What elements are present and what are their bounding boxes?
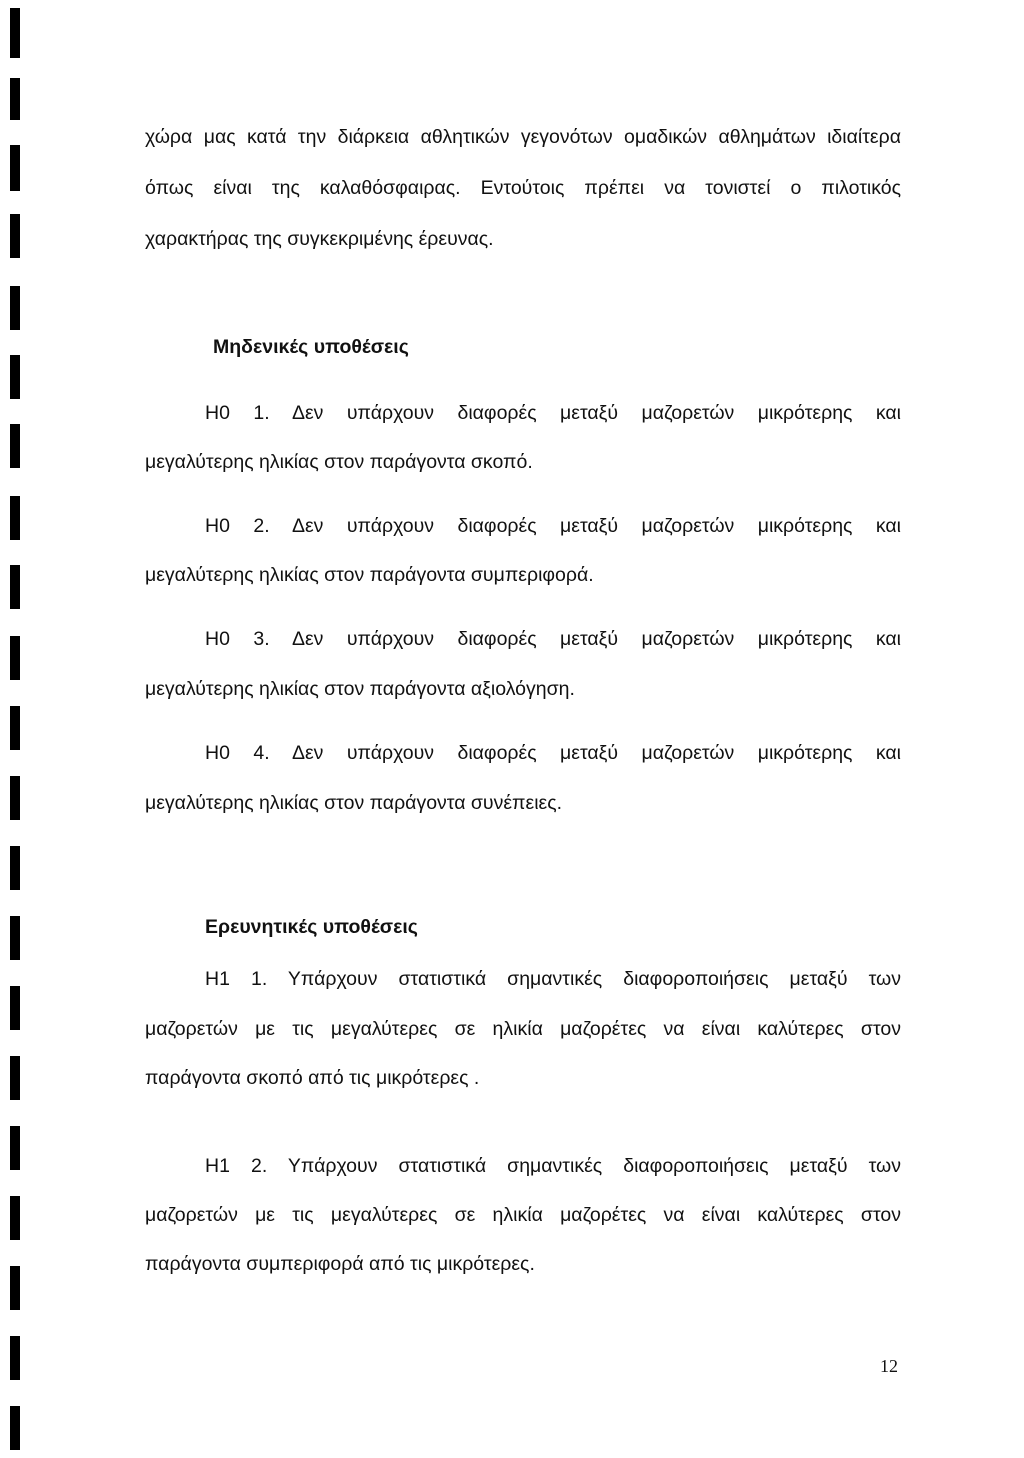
binding-mark (10, 145, 20, 191)
page-number: 12 (880, 1356, 898, 1376)
binding-mark (10, 214, 20, 258)
binding-mark (10, 1056, 20, 1100)
body-text-line: χαρακτήρας της συγκεκριμένης έρευνας. (145, 228, 494, 250)
hypothesis-h0-1-line: Η0 1. Δεν υπάρχουν διαφορές μεταξύ μαζορετών μικρότερης και (205, 402, 901, 424)
binding-mark (10, 916, 20, 960)
binding-mark (10, 565, 20, 609)
binding-mark (10, 1126, 20, 1170)
binding-mark (10, 846, 20, 890)
binding-mark (10, 986, 20, 1030)
binding-mark (10, 776, 20, 820)
body-text-line: χώρα μας κατά την διάρκεια αθλητικών γεγονότων ομαδικών αθλημάτων ιδιαίτερα (145, 126, 901, 148)
binding-mark (10, 496, 20, 540)
hypothesis-h0-3-line: μεγαλύτερης ηλικίας στον παράγοντα αξιολόγηση. (145, 678, 575, 700)
hypothesis-h0-2-line: μεγαλύτερης ηλικίας στον παράγοντα συμπεριφορά. (145, 564, 594, 586)
binding-mark (10, 424, 20, 468)
hypothesis-h1-2-line: μαζορετών με τις μεγαλύτερες σε ηλικία μαζορέτες να είναι καλύτερες στον (145, 1204, 901, 1226)
hypothesis-h0-1-line: μεγαλύτερης ηλικίας στον παράγοντα σκοπό. (145, 451, 533, 473)
section-heading-null-hypotheses: Μηδενικές υποθέσεις (213, 336, 409, 358)
hypothesis-h0-4-line: μεγαλύτερης ηλικίας στον παράγοντα συνέπειες. (145, 792, 563, 814)
body-text-line: όπως είναι της καλαθόσφαιρας. Εντούτοις πρέπει να τονιστεί ο πιλοτικός (145, 177, 901, 199)
hypothesis-h0-3-line: Η0 3. Δεν υπάρχουν διαφορές μεταξύ μαζορετών μικρότερης και (205, 628, 901, 650)
binding-mark (10, 1406, 20, 1450)
section-heading-research-hypotheses: Ερευνητικές υποθέσεις (205, 916, 418, 938)
hypothesis-h1-1-line: μαζορετών με τις μεγαλύτερες σε ηλικία μαζορέτες να είναι καλύτερες στον (145, 1018, 901, 1040)
binding-mark (10, 355, 20, 399)
hypothesis-h1-1-line: Η1 1. Υπάρχουν στατιστικά σημαντικές διαφοροποιήσεις μεταξύ των (205, 968, 901, 990)
binding-mark (10, 1196, 20, 1240)
binding-mark (10, 8, 20, 58)
hypothesis-h1-2-line: Η1 2. Υπάρχουν στατιστικά σημαντικές διαφοροποιήσεις μεταξύ των (205, 1155, 901, 1177)
hypothesis-h0-2-line: Η0 2. Δεν υπάρχουν διαφορές μεταξύ μαζορετών μικρότερης και (205, 515, 901, 537)
hypothesis-h1-1-line: παράγοντα σκοπό από τις μικρότερες . (145, 1067, 480, 1089)
hypothesis-h1-2-line: παράγοντα συμπεριφορά από τις μικρότερες. (145, 1253, 535, 1275)
binding-mark (10, 636, 20, 680)
binding-mark (10, 1266, 20, 1310)
binding-mark (10, 706, 20, 750)
binding-mark (10, 286, 20, 330)
hypothesis-h0-4-line: Η0 4. Δεν υπάρχουν διαφορές μεταξύ μαζορετών μικρότερης και (205, 742, 901, 764)
binding-mark (10, 78, 20, 120)
binding-mark (10, 1336, 20, 1380)
